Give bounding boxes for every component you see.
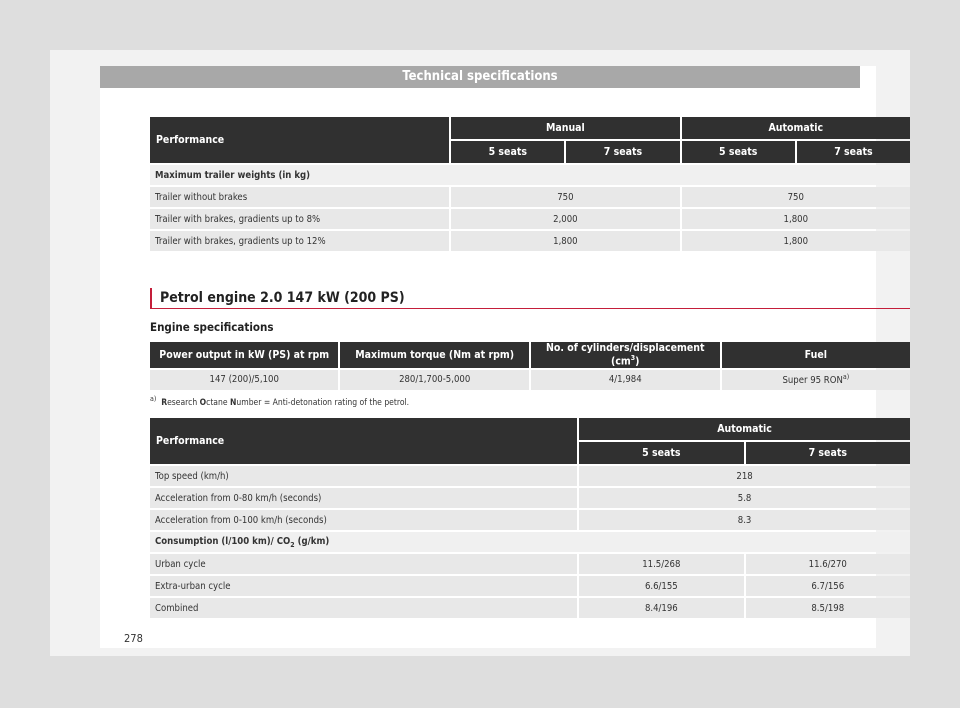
trailer-weights-table (148, 115, 912, 253)
five-seat-value: 6.6/155 (579, 576, 743, 596)
table-row (150, 231, 910, 251)
cylinders-header: No. of cylinders/displacement $(cm^3)$ (531, 342, 720, 368)
automatic-value: 1,800 (682, 231, 910, 251)
table-row (150, 466, 910, 486)
automatic-value: 1,800 (682, 209, 910, 229)
seats-header: 7 seats (746, 442, 910, 464)
automatic-header: Automatic (682, 117, 910, 139)
table-row (150, 187, 910, 207)
seats-header: 5 seats (682, 141, 795, 163)
performance-header: Performance (150, 117, 449, 163)
five-seat-value: 8.4/196 (579, 598, 743, 618)
seven-seat-value: 8.5/198 (746, 598, 910, 618)
page-header: Technical specifications (100, 66, 860, 88)
table-row (150, 209, 910, 229)
row-value: 8.3 (579, 510, 910, 530)
row-label: Acceleration from 0-80 km/h (seconds) (150, 488, 577, 508)
section-label: Maximum trailer weights (in kg) (150, 165, 910, 185)
row-label: Combined (150, 598, 577, 618)
footnote-ref: a) (842, 372, 850, 381)
manual-value: 1,800 (451, 231, 679, 251)
engine-specs-table (148, 340, 912, 392)
fuel-header: Fuel (722, 342, 910, 368)
page-background (50, 50, 910, 656)
performance-table (148, 416, 912, 620)
seats-header: 5 seats (451, 141, 564, 163)
automatic-value: 750 (682, 187, 910, 207)
performance-header: Performance (150, 418, 577, 464)
cylinders-value: 4/1,984 (531, 370, 720, 390)
torque-value: 280/1,700-5,000 (340, 370, 528, 390)
manual-header: Manual (451, 117, 679, 139)
table-row (150, 598, 910, 618)
table-row (150, 488, 910, 508)
manual-value: 750 (451, 187, 679, 207)
row-label: Trailer with brakes, gradients up to 12% (150, 231, 449, 251)
page-content (100, 66, 876, 648)
manual-value: 2,000 (451, 209, 679, 229)
seven-seat-value: 6.7/156 (746, 576, 910, 596)
engine-specs-subtitle: Engine specifications (150, 320, 274, 334)
automatic-header: Automatic (579, 418, 910, 440)
table-row (150, 576, 910, 596)
row-label: Acceleration from 0-100 km/h (seconds) (150, 510, 577, 530)
table-row (150, 554, 910, 574)
footnote: $^{a)}$ Research Octane Number = Anti-detonation rating of the petrol. (150, 395, 410, 408)
row-value: 218 (579, 466, 910, 486)
row-label: Extra-urban cycle (150, 576, 577, 596)
seats-header: 7 seats (566, 141, 679, 163)
engine-section-title: Petrol engine 2.0 147 kW (200 PS) (150, 288, 920, 308)
row-label: Top speed (km/h) (150, 466, 577, 486)
seats-header: 7 seats (797, 141, 910, 163)
power-value: 147 (200)/5,100 (150, 370, 338, 390)
consumption-section-label: Consumption (l/100 km)/ $CO_2$ (g/km) (150, 532, 910, 552)
five-seat-value: 11.5/268 (579, 554, 743, 574)
table-row (150, 510, 910, 530)
table-row (150, 370, 910, 390)
torque-header: Maximum torque (Nm at rpm) (340, 342, 528, 368)
fuel-value: Super 95 RON$^{a)}$ (722, 370, 910, 390)
row-label: Trailer without brakes (150, 187, 449, 207)
row-value: 5.8 (579, 488, 910, 508)
power-header: Power output in kW (PS) at rpm (150, 342, 338, 368)
section-divider (150, 308, 910, 309)
seven-seat-value: 11.6/270 (746, 554, 910, 574)
row-label: Trailer with brakes, gradients up to 8% (150, 209, 449, 229)
seats-header: 5 seats (579, 442, 743, 464)
row-label: Urban cycle (150, 554, 577, 574)
page-number: 278 (124, 632, 143, 645)
